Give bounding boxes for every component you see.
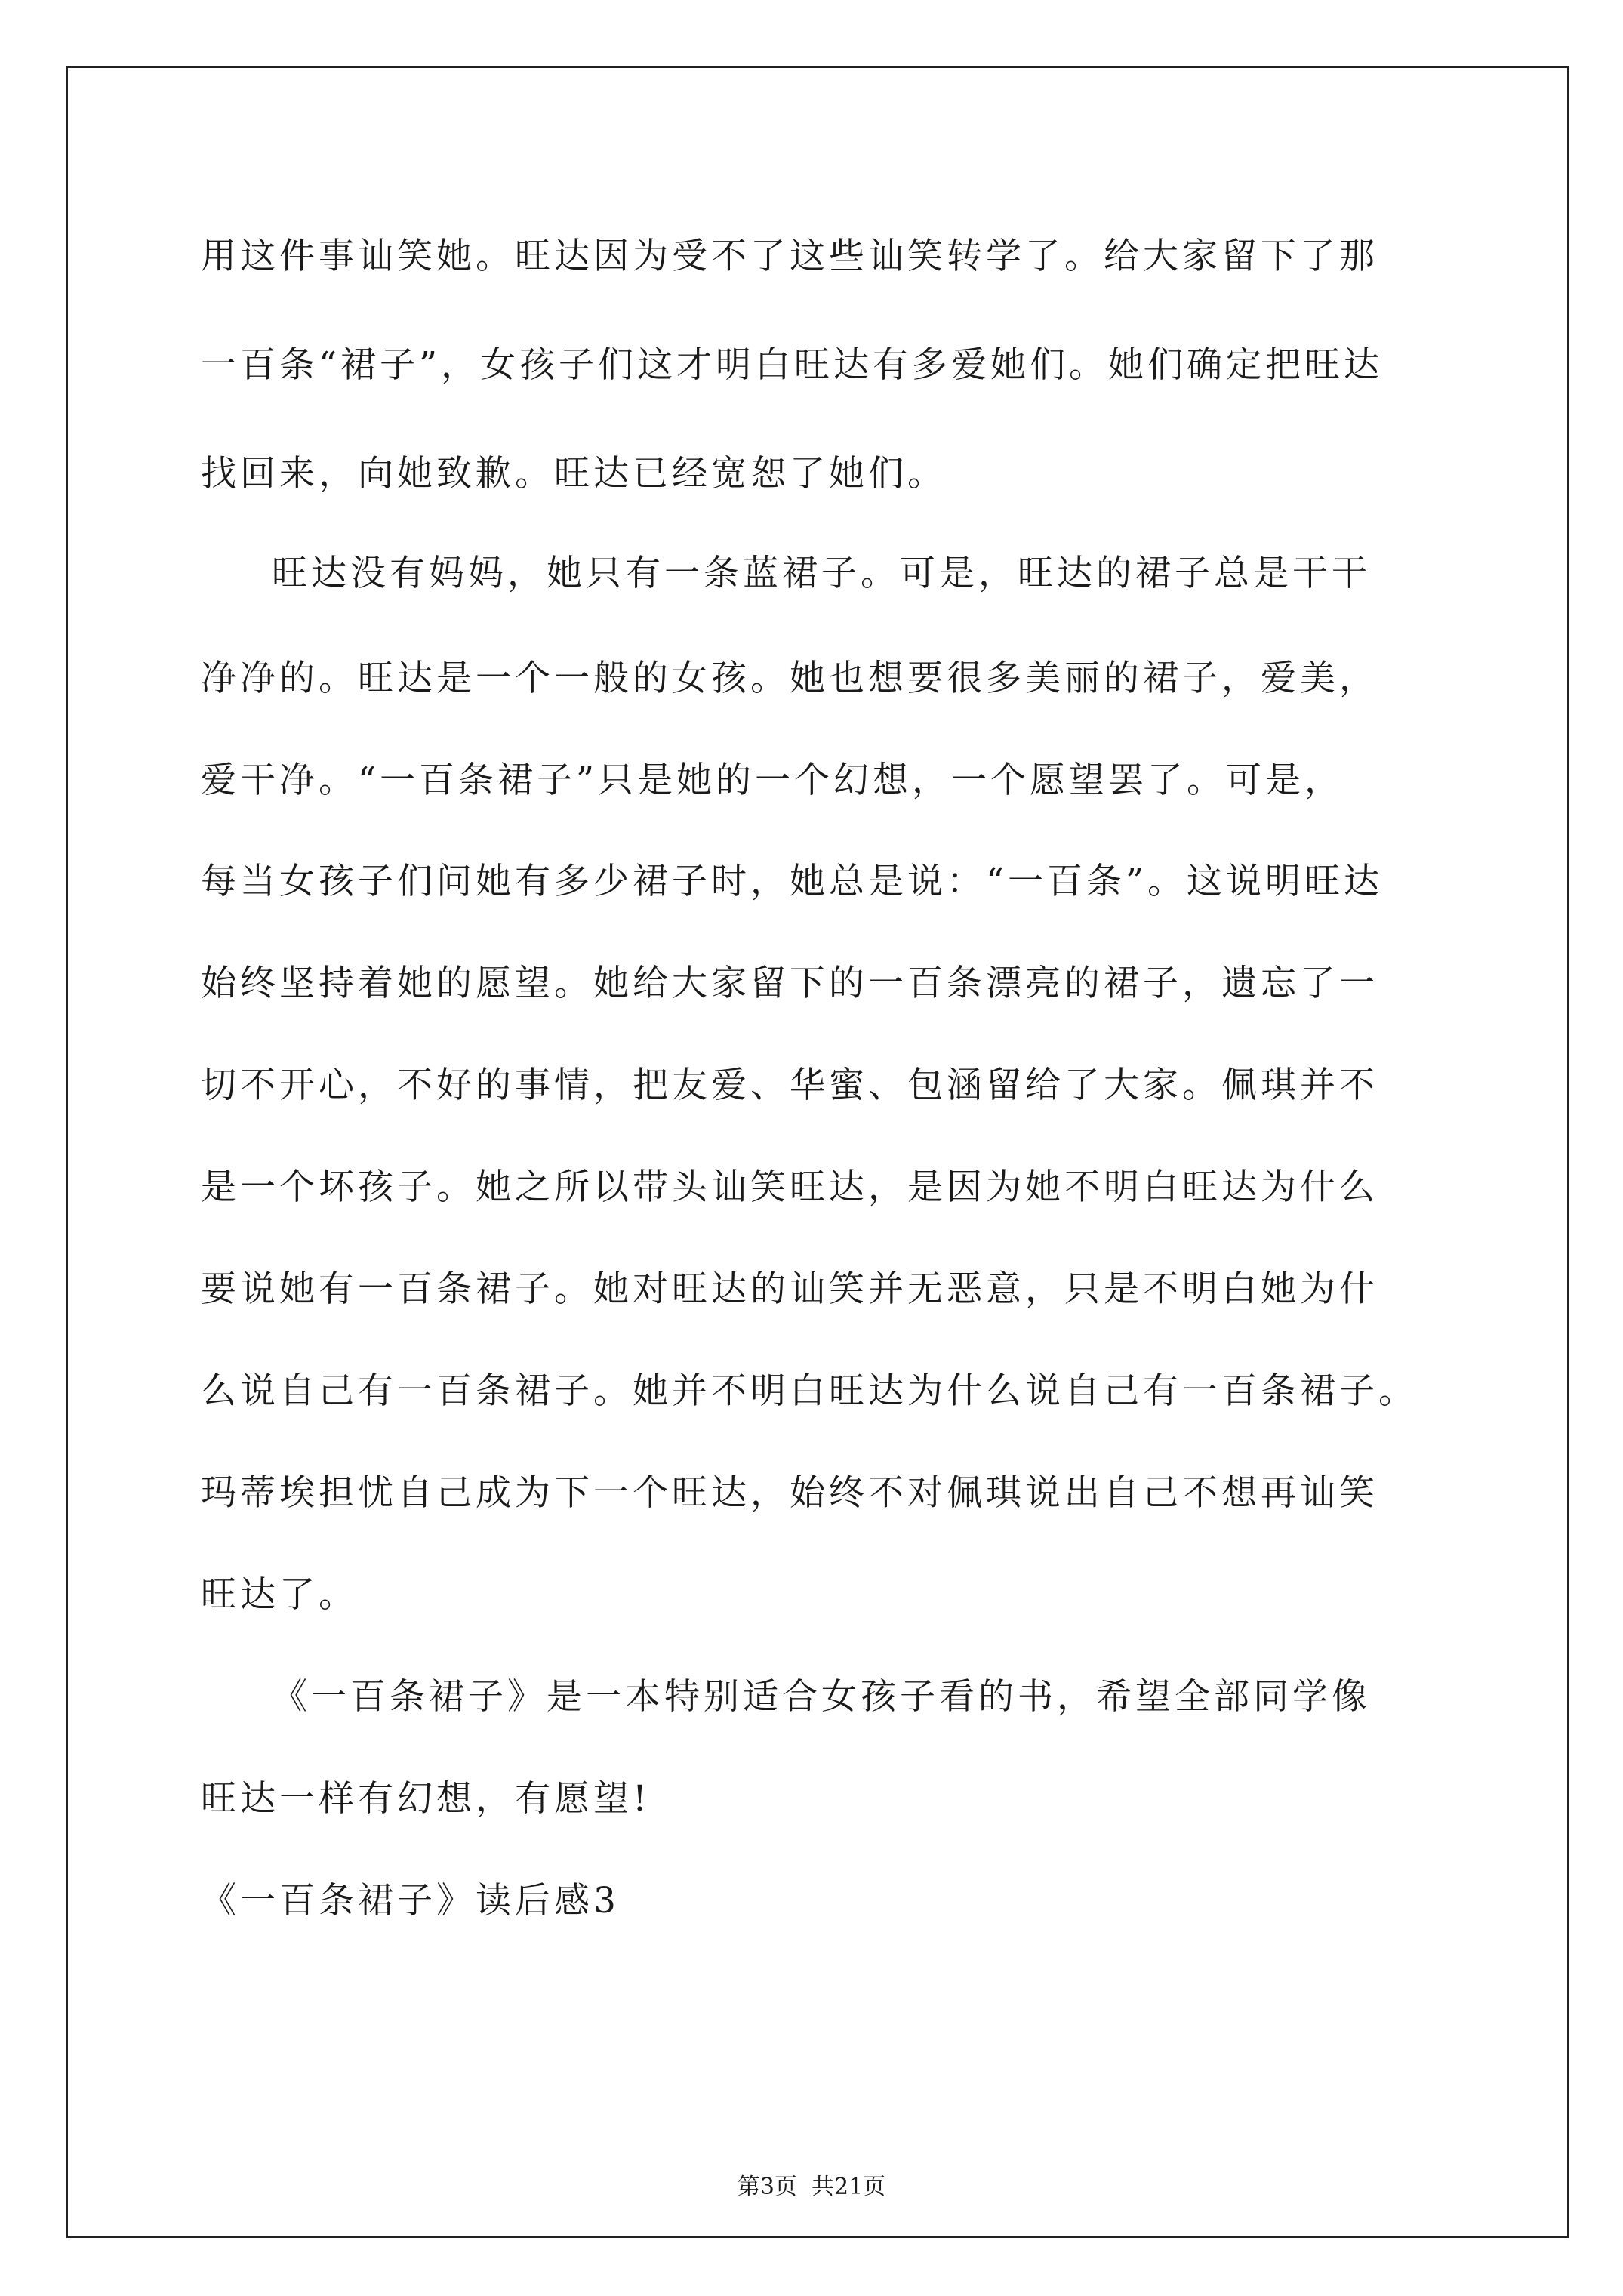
text-line: 《一百条裙子》是一本特别适合女孩子看的书，希望全部同学像 [272,1676,1371,1718]
text-line: 旺达了。 [201,1574,358,1616]
text-line: 每当女孩子们问她有多少裙子时，她总是说：“一百条”。这说明旺达 [201,861,1384,902]
section-heading: 《一百条裙子》读后感3 [201,1880,620,1922]
text-line: 始终坚持着她的愿望。她给大家留下的一百条漂亮的裙子，遗忘了一 [201,963,1378,1004]
text-line: 旺达一样有幻想，有愿望! [201,1778,651,1820]
page-number-footer: 第3页 共21页 [737,2174,886,2200]
text-line: 净净的。旺达是一个一般的女孩。她也想要很多美丽的裙子，爱美， [201,658,1378,699]
text-line: 一百条“裙子”，女孩子们这才明白旺达有多爱她们。她们确定把旺达 [201,344,1384,386]
text-line: 找回来，向她致歉。旺达已经宽恕了她们。 [201,453,947,495]
text-line: 用这件事讪笑她。旺达因为受不了这些讪笑转学了。给大家留下了那 [201,236,1378,277]
text-line: 么说自己有一百条裙子。她并不明白旺达为什么说自己有一百条裙子。 [201,1370,1418,1412]
text-line: 要说她有一百条裙子。她对旺达的讪笑并无恶意，只是不明白她为什 [201,1268,1378,1310]
text-line: 玛蒂埃担忧自己成为下一个旺达，始终不对佩琪说出自己不想再讪笑 [201,1472,1378,1514]
text-line: 爱干净。“一百条裙子”只是她的一个幻想，一个愿望罢了。可是， [201,760,1344,801]
text-line: 是一个坏孩子。她之所以带头讪笑旺达，是因为她不明白旺达为什么 [201,1166,1378,1208]
text-line: 旺达没有妈妈，她只有一条蓝裙子。可是，旺达的裙子总是干干 [272,553,1371,594]
text-line: 切不开心，不好的事情，把友爱、华蜜、包涵留给了大家。佩琪并不 [201,1065,1378,1106]
